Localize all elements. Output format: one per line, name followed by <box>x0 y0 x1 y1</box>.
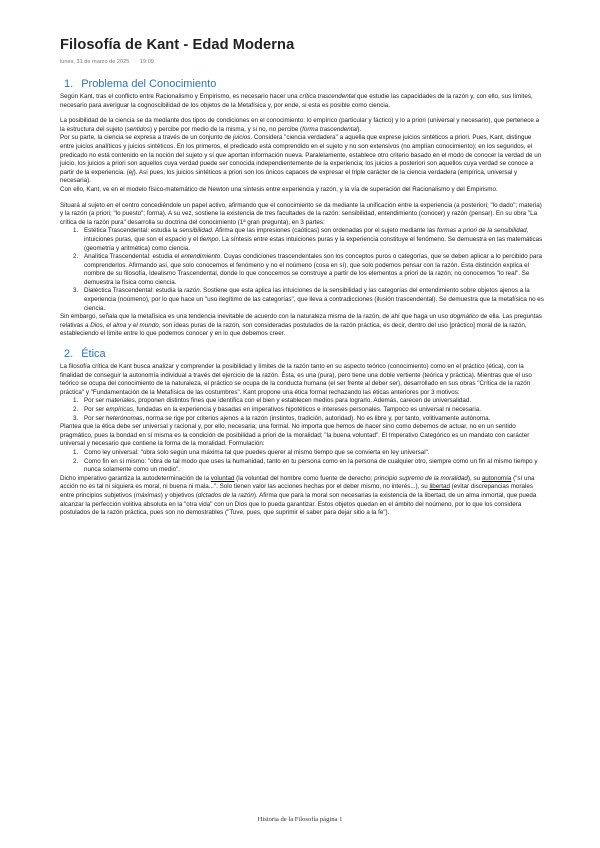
note-page <box>60 36 544 518</box>
section-heading-2: 2. Ética <box>64 348 106 361</box>
list-item: 3. Por ser heterónomas, norma se rige por criterios ajenos a la razón (instintos, tradición, autoridad). No es libre y, por tanto, volitivamente autónoma. <box>80 415 544 424</box>
list-item: 2. Como fin en sí mismo: "obra de tal modo que uses la humanidad, tanto en tu persona como en la persona de cualquier otro, siempre como un fin al mismo tiempo y nunca solamente como un medio". <box>80 458 544 475</box>
page-footer: Historia de la Filosofía página 1 <box>257 816 343 823</box>
paragraph: Sin embargo, señala que la metafísica es una tendencia inevitable de acuerdo con la naturaleza misma de la razón, de ahí que haga un uso dogmático de ella. Las preguntas relativas a Dios, el alma y el mundo, son ideas puras de la razón, son consideradas postulados de la razón práctica, es decir, dentro del uso [práctico] moral de la razón, estableciendo el límite entre lo que podemos conocer y en lo que debemos creer. <box>60 313 542 338</box>
paragraph: La posibilidad de la ciencia se da mediante dos tipos de condiciones en el conocimiento: lo empírico (particular y fáctico) y lo a priori (universal y necesario), que pertenece a la estructura del sujeto (sentidos) y percibe por medio de la misma, y si no, no percibe (forma trascendental). <box>60 117 540 133</box>
paragraph: La filosofía crítica de Kant busca analizar y comprender la posibilidad y límites de la razón tanto en su aspecto teórico (conocimiento) como en el práctico (ética), con la finalidad de conseguir la autonomía individual a través del ejercicio de la razón. Ésta, es una (pura), pero tiene una doble vertiente (teórica y práctica). Mientras que el uso teórico se ocupa del conocimiento de la naturaleza, el práctico se ocupa de la conducta humana (el ser frente al deber ser), desarrollado en sus obras "Crítica de la razón práctica" y "Fundamentación de la Metafísica de las costumbres". Kant propone una ética formal rechazando las éticas anteriores por 3 motivos: <box>60 363 532 396</box>
page-time: 19:09 <box>139 59 154 65</box>
numbered-list <box>60 397 544 423</box>
page-meta <box>60 59 544 69</box>
list-item: 1. Como ley universal: "obra solo según una máxima tal que puedes querer al mismo tiempo que se convierta en ley universal". <box>80 449 544 458</box>
list-item: 2. Analítica Trascendental: estudia el entendimiento. Cuyas condiciones trascendentales son los conceptos puros o categorías, que se deben aplicar a lo percibido para comprenderlos. Afirmando así, que solo conocemos el fenómeno y no el noúmeno (cosa en sí), que solo podemos pensar con la razón. Esta distinción explica el nombre de su filosofía, Idealismo Trascendental, donde lo que conocemos se construye a partir de los elementos a priori de la razón; no conocemos "lo real". Se demuestra la física como ciencia. <box>80 253 544 287</box>
page-date: lunes, 31 de marzo de 2025 <box>60 59 130 65</box>
list-item: 1. Por ser materiales, proponen distintos fines que identifica con el bien y establecen medios para lograrlo. Además, carecen de universalidad. <box>80 397 544 406</box>
list-item: 1. Estética Trascendental: estudia la sensibilidad. Afirma que las impresiones (caóticas) son ordenadas por el sujeto mediante las formas a priori de la sensibilidad, intuiciones puras, que son el espacio y el tiempo. La síntesis entre estas intuiciones puras y la experiencia constituye el fenómeno. Se demuestra en las matemáticas (geometría y aritmética) como ciencia. <box>80 227 544 253</box>
numbered-list <box>60 449 544 475</box>
paragraph: Situará al sujeto en el centro concediéndole un papel activo, afirmando que el conocimiento se da mediante la unificación entre la experiencia (a posteriori; "lo dado"; materia) y la razón (a priori; "lo puesto"; forma). A su vez, sostiene la existencia de tres facultades de la razón: sensibilidad, entendimiento (conocer) y razón (pensar). En su obra "La crítica de la razón pura" desarrolla su doctrina del conocimiento (1ª gran pregunta), en 3 partes: <box>60 201 542 226</box>
list-item: 3. Dialéctica Trascendental: estudia la razón. Sostiene que esta aplica las intuiciones de la sensibilidad y las categorías del entendimiento sobre objetos ajenos a la experiencia (noúmeno), por lo que hace un "uso ilegítimo de las categorías", que lleva a contradicciones (ilusión trascendental). Se demuestra que la metafísica no es ciencia. <box>80 287 544 313</box>
paragraph: Plantea que la ética debe ser universal y racional y, por ello, necesaria; una formal. No importa que hemos de hacer sino como debemos de actuar, no en un sentido pragmático, pues la bondad en sí misma es la condición de posibilidad a priori de la moralidad; "la buena voluntad". El Imperativo Categórico es un mandato con carácter universal y necesario que contiene la forma de la moralidad. Formulación: <box>60 423 530 448</box>
list-item: 2. Por ser empíricas, fundadas en la experiencia y basadas en imperativos hipotéticos e intereses personales. Tampoco es universal ni necesaria. <box>80 406 544 415</box>
page-title: Filosofía de Kant - Edad Moderna <box>60 37 295 53</box>
paragraph: Dicho imperativo garantiza la autodeterminación de la voluntad (la voluntad del hombre como fuente de derecho; principio supremo de la moralidad), su autonomía ("sí una acción no es tal ni siquiera es moral, ni buena ni mala...". Solo tienen valor las acciones hechas por el deber mismo, no interés...), su libertad (evitar discrepancias morales entre principios subjetivos (máximas) y objetivos (dictados de la razón). Afirma que para la moral son necesarias la existencia de la libertad, de un alma inmortal, que pueda alcanzar la perfección volitiva absoluta en la "otra vida" con un Dios que lo pueda garantizar. Estos objetos quedan en el ámbito del noúmeno, por lo que los considera postulados de la razón práctica, pues son no demostrables ("Tuve, pues, que suprimir el saber para dejar sitio a la fe"). <box>60 474 537 517</box>
paragraph: Según Kant, tras el conflicto entre Racionalismo y Empirismo, es necesario hacer una crítica trascendental que estudie las capacidades de la razón y, con ello, sus límites, necesario para averiguar la cognoscibilidad de los objetos de la Metafísica y, por ende, si esta es posible como ciencia. <box>60 93 533 109</box>
paragraph: Por su parte, la ciencia se expresa a través de un conjunto de juicios. Considera "ciencia verdadera" a aquella que exprese juicios sintéticos a priori. Pues, Kant, distingue entre juicios analíticos y juicios sintéticos. En los primeros, el predicado está comprendido en el sujeto y no son extensivos (no amplían conocimiento); en los segundos, el predicado no está contenido en la noción del sujeto y sí que aportan información nueva. Paralelamente, establece otro criterio basado en el modo de conocer la verdad de un juicio, los juicios a priori son aquellos cuya verdad puede ser conocida independientemente de la experiencia; los juicios a posteriori son aquellos cuya verdad se conoce a partir de la experiencia. (ej). Así pues, los juicios sintéticos a priori son los únicos capaces de expresar el triple carácter de la ciencia verdadera (empírica, universal y necesaria). <box>60 134 542 185</box>
section-heading-1: 1. Problema del Conocimiento <box>64 78 217 90</box>
paragraph: Con ello, Kant, ve en el modelo físico-matemático de Newton una síntesis entre experiencia y razón, y la vía de superación del Racionalismo y del Empirismo. <box>60 185 498 193</box>
numbered-list <box>60 227 544 313</box>
